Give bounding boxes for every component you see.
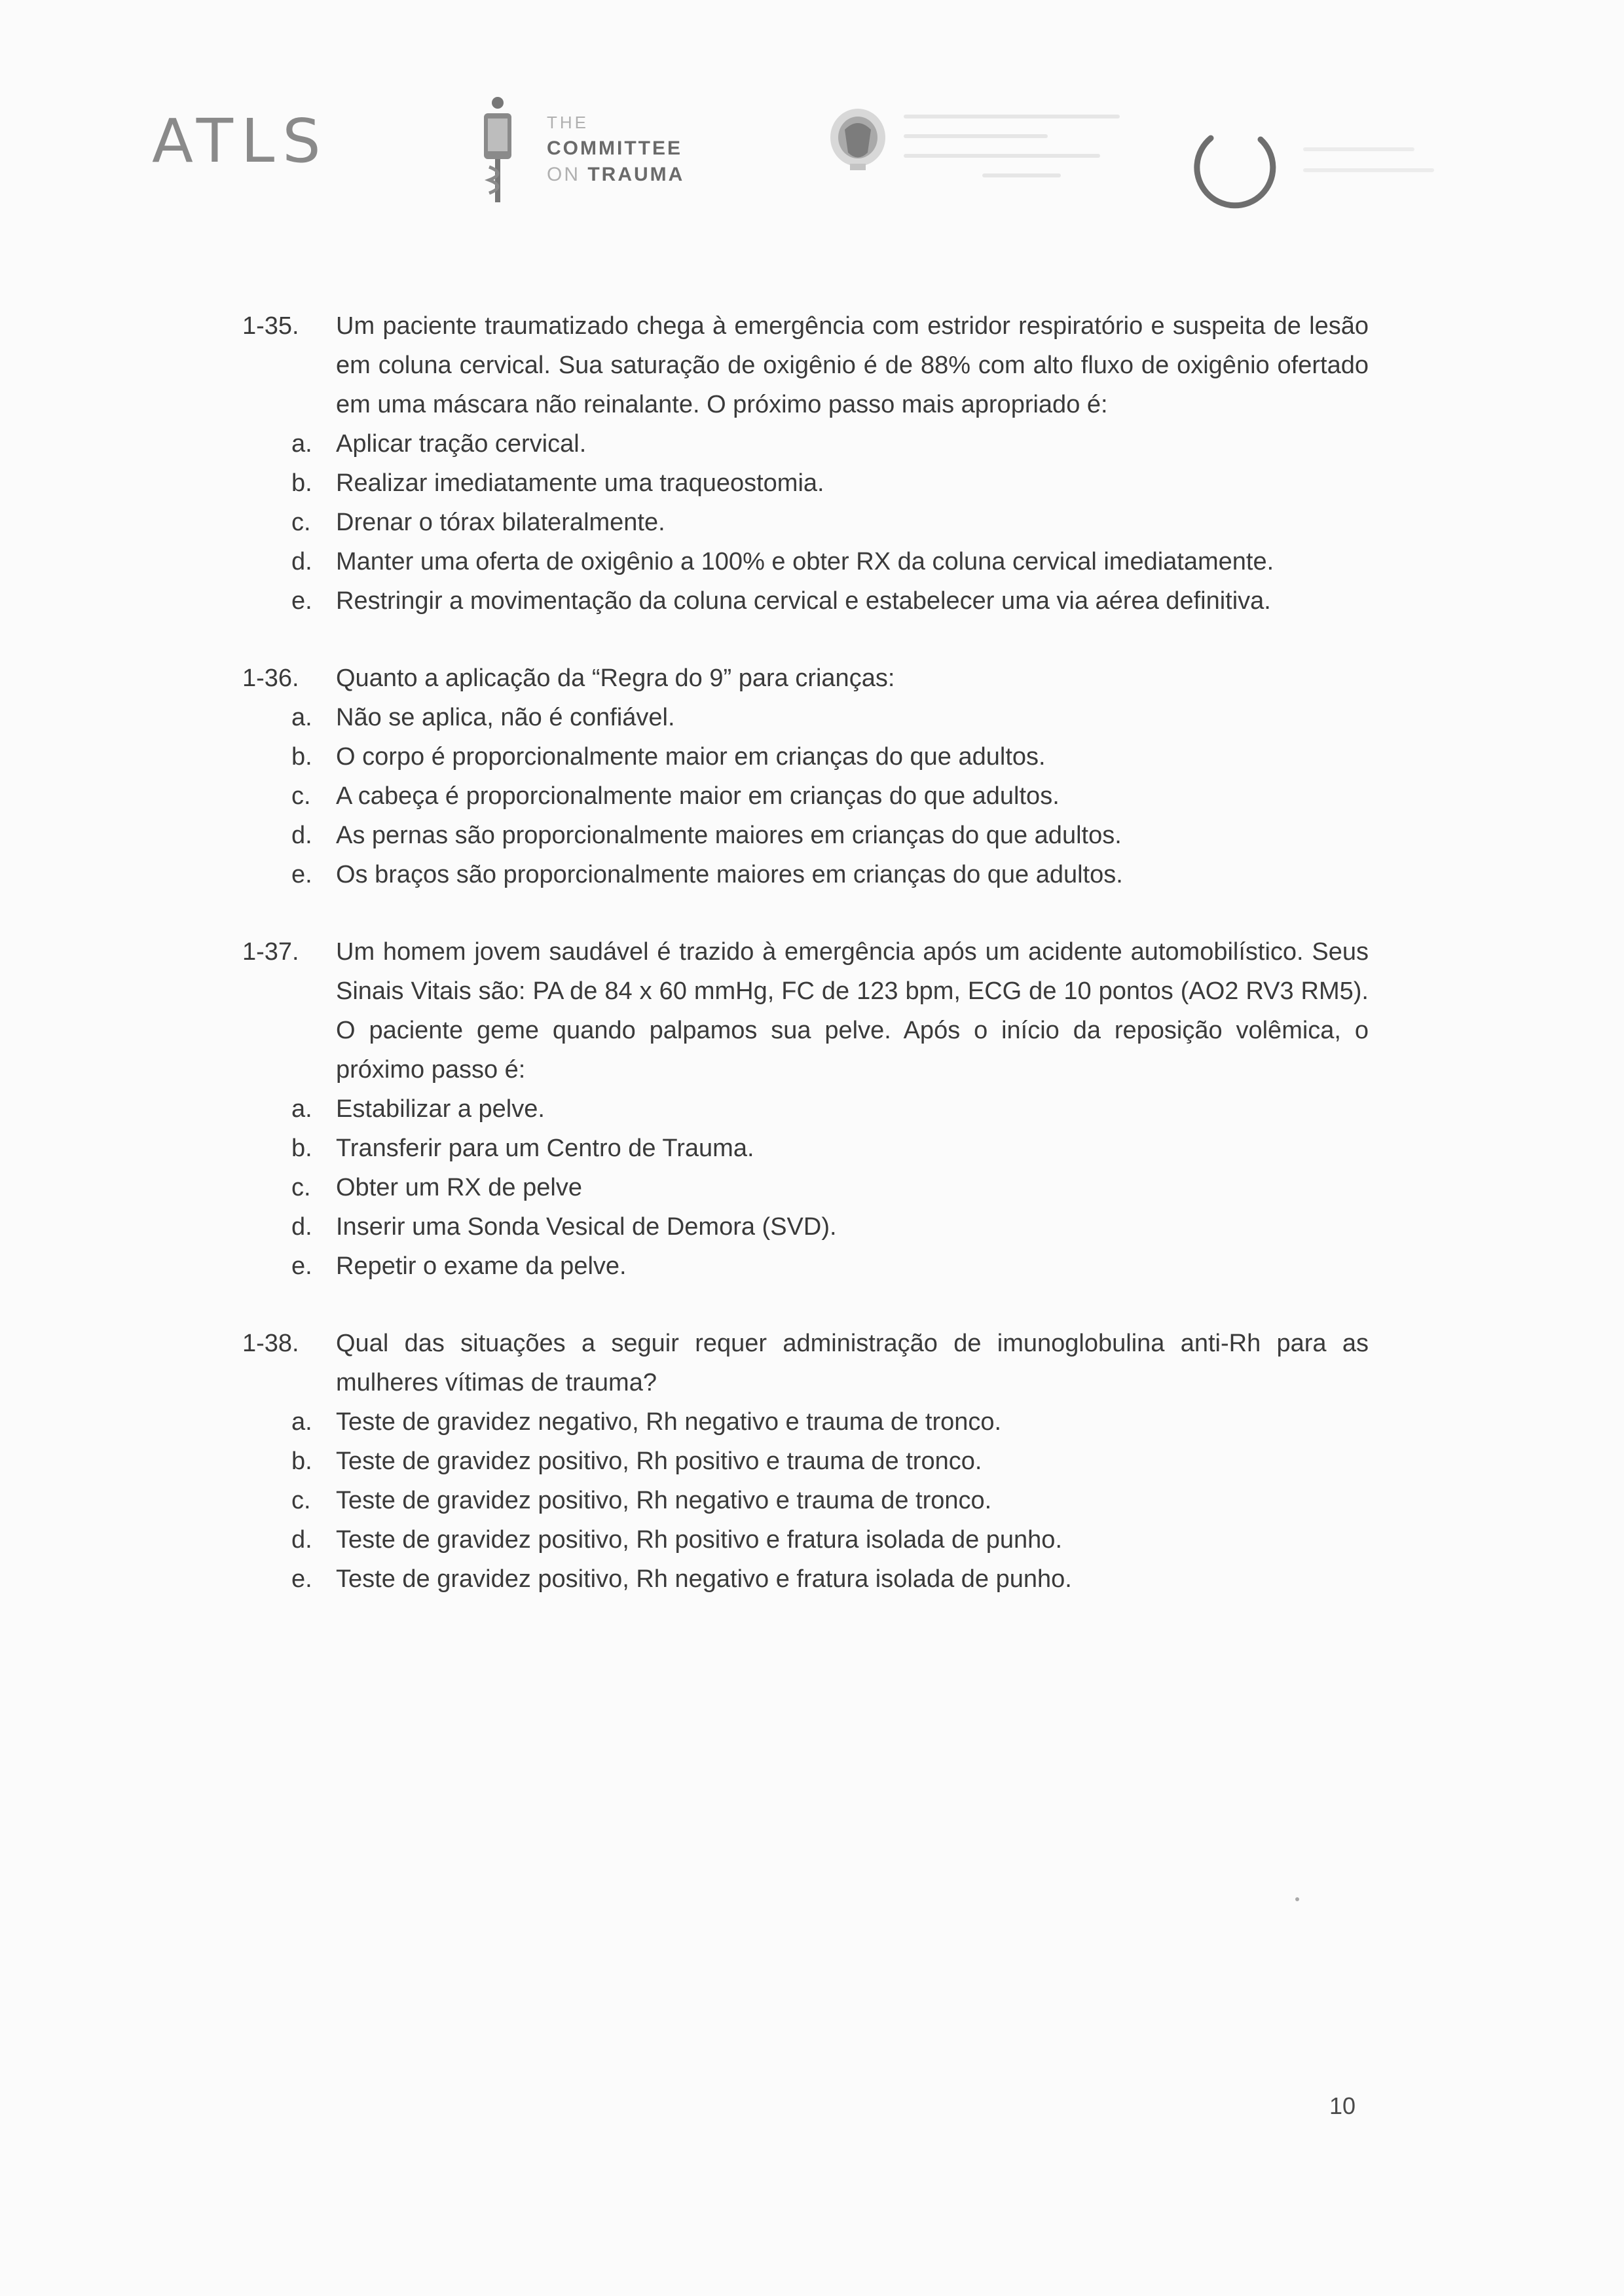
question-1-36 [242,659,1369,894]
option-list [242,698,1369,894]
option-b [291,1129,1369,1168]
option-letter: a. [291,1408,312,1436]
option-letter: e. [291,1252,312,1280]
option-letter: d. [291,548,312,575]
question-text: Quanto a aplicação da “Regra do 9” para crianças: [336,665,895,692]
option-letter: d. [291,1526,312,1554]
option-letter: b. [291,1448,312,1475]
option-letter: c. [291,1487,311,1514]
option-letter: d. [291,1213,312,1241]
question-text: Qual das situações a seguir requer administração de imunoglobulina anti-Rh para as mulheres vítimas de trauma? [336,1330,1369,1396]
option-d [291,816,1369,855]
option-letter: a. [291,1095,312,1123]
option-text: As pernas são proporcionalmente maiores em crianças do que adultos. [336,822,1122,849]
question-number: 1-37. [242,938,299,966]
option-text: Teste de gravidez positivo, Rh positivo e trauma de tronco. [336,1448,982,1475]
option-c [291,1481,1369,1520]
option-letter: a. [291,704,312,731]
question-text: Um homem jovem saudável é trazido à emergência após um acidente automobilístico. Seus Sinais Vitais são: PA de 84 x 60 mmHg, FC de 123 bpm, ECG de 10 pontos (AO2 RV3 RM5). O paciente geme quando palpamos sua pelve. Após o início da reposição volêmica, o próximo passo é: [336,938,1369,1084]
page-header [0,0,1624,236]
cot-line-committee: COMMITTEE [547,137,682,159]
option-c [291,1168,1369,1207]
option-list [242,1089,1369,1286]
cot-word-on: ON [547,164,580,185]
cot-line-the: THE [547,113,589,132]
option-text: Repetir o exame da pelve. [336,1252,627,1280]
ring-caption-decoration [1303,147,1434,189]
question-list [242,306,1369,1637]
option-letter: c. [291,1174,311,1201]
option-letter: e. [291,861,312,888]
option-letter: b. [291,469,312,497]
page-number: 10 [1329,2092,1356,2119]
question-number: 1-36. [242,665,299,692]
option-text: Não se aplica, não é confiável. [336,704,675,731]
cot-line-on-trauma [547,162,684,188]
option-e [291,855,1369,894]
cot-word-trauma: TRAUMA [587,164,685,185]
caduceus-figure-icon [475,95,521,206]
option-text: Drenar o tórax bilateralmente. [336,509,665,536]
question-number: 1-35. [242,312,299,340]
option-a [291,1089,1369,1129]
option-d [291,542,1369,581]
option-letter: e. [291,587,312,615]
option-text: Obter um RX de pelve [336,1174,582,1201]
option-text: Os braços são proporcionalmente maiores em crianças do que adultos. [336,861,1123,888]
option-letter: d. [291,822,312,849]
scan-speck [1295,1897,1299,1901]
question-1-38 [242,1324,1369,1599]
option-d [291,1520,1369,1559]
option-c [291,503,1369,542]
crest-seal-icon [825,103,891,175]
option-text: Realizar imediatamente uma traqueostomia. [336,469,824,497]
option-text: Teste de gravidez positivo, Rh negativo e trauma de tronco. [336,1487,992,1514]
question-1-35 [242,306,1369,621]
option-list [242,1402,1369,1599]
option-a [291,1402,1369,1442]
option-text: Manter uma oferta de oxigênio a 100% e obter RX da coluna cervical imediatamente. [336,548,1274,575]
option-letter: b. [291,743,312,771]
committee-on-trauma-text [547,109,684,188]
question-1-37 [242,932,1369,1286]
option-letter: c. [291,782,311,810]
option-e [291,1559,1369,1599]
option-a [291,698,1369,737]
option-text: Teste de gravidez negativo, Rh negativo e trauma de tronco. [336,1408,1002,1436]
option-text: A cabeça é proporcionalmente maior em crianças do que adultos. [336,782,1060,810]
option-text: Restringir a movimentação da coluna cervical e estabelecer uma via aérea definitiva. [336,587,1271,615]
option-letter: e. [291,1565,312,1593]
option-text: Teste de gravidez positivo, Rh positivo e fratura isolada de punho. [336,1526,1062,1554]
option-letter: c. [291,509,311,536]
atls-logo: ATLS [152,106,329,176]
question-text: Um paciente traumatizado chega à emergência com estridor respiratório e suspeita de lesão em coluna cervical. Sua saturação de oxigênio é de 88% com alto fluxo de oxigênio ofertado em uma máscara não reinalante. O próximo passo mais apropriado é: [336,312,1369,418]
option-b [291,1442,1369,1481]
option-e [291,581,1369,621]
option-b [291,737,1369,776]
option-list [242,424,1369,621]
option-text: Inserir uma Sonda Vesical de Demora (SVD). [336,1213,837,1241]
option-text: Estabilizar a pelve. [336,1095,545,1123]
option-e [291,1247,1369,1286]
option-letter: a. [291,430,312,458]
option-text: Teste de gravidez positivo, Rh negativo e fratura isolada de punho. [336,1565,1072,1593]
option-c [291,776,1369,816]
option-b [291,464,1369,503]
option-text: O corpo é proporcionalmente maior em crianças do que adultos. [336,743,1046,771]
circle-ring-icon [1189,121,1280,213]
option-a [291,424,1369,464]
seal-caption-decoration [904,115,1120,193]
option-letter: b. [291,1135,312,1162]
option-d [291,1207,1369,1247]
question-number: 1-38. [242,1330,299,1357]
committee-on-trauma-logo [475,95,724,206]
option-text: Transferir para um Centro de Trauma. [336,1135,754,1162]
option-text: Aplicar tração cervical. [336,430,587,458]
